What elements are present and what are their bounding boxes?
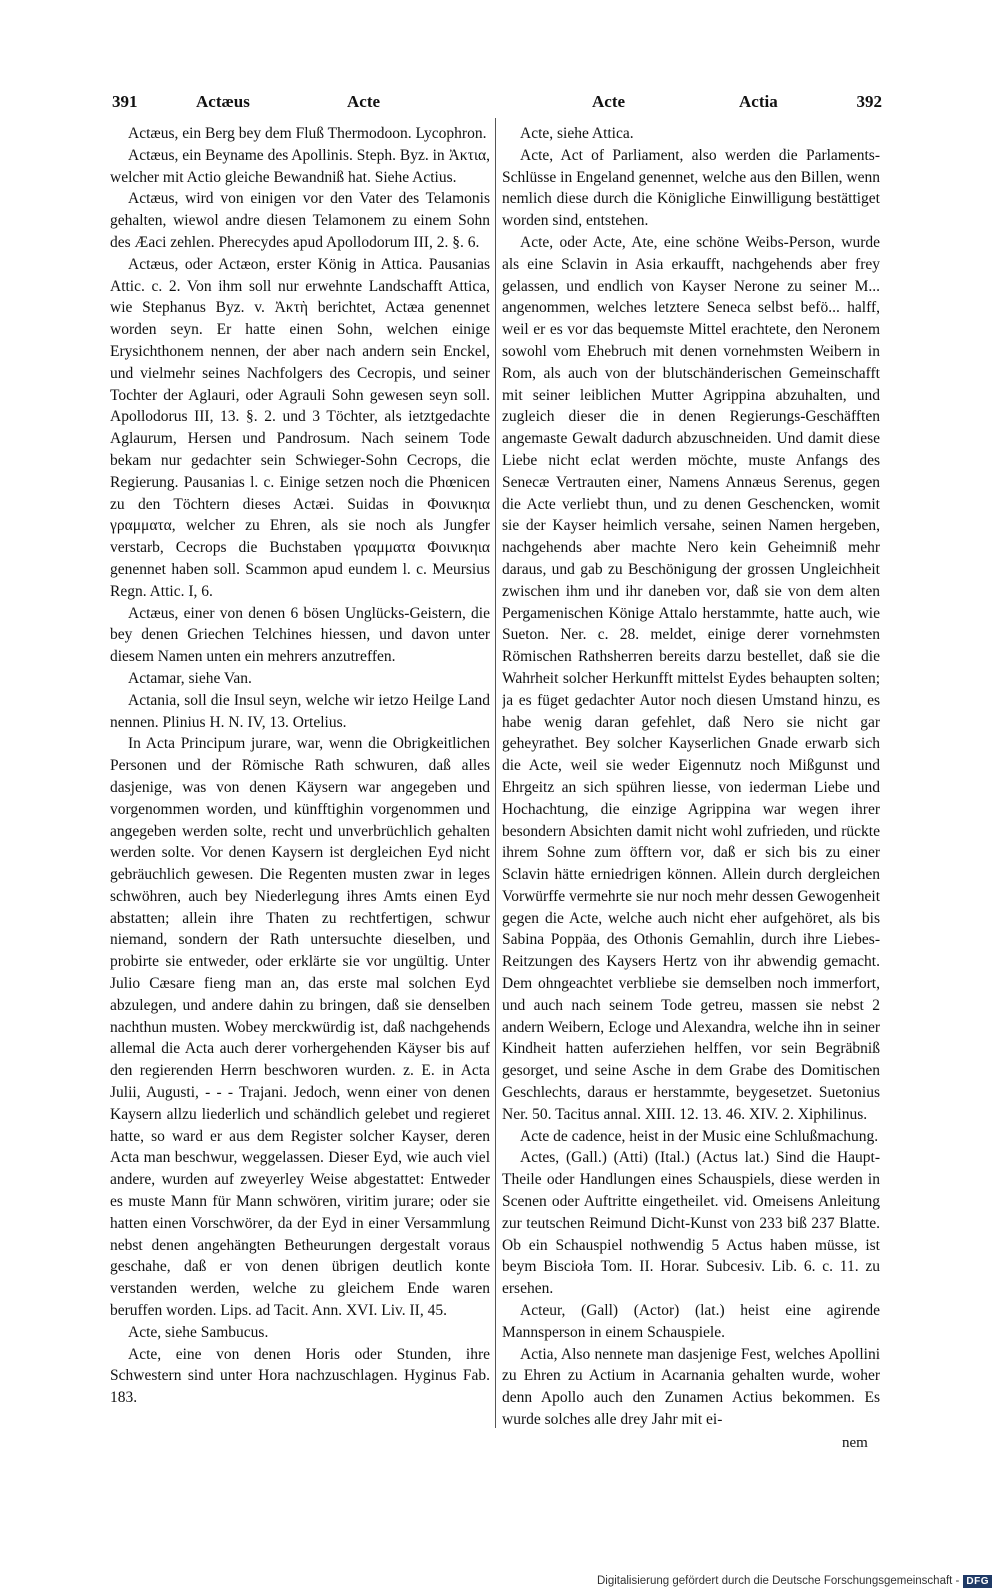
header-right-word-2: Actia bbox=[739, 92, 778, 111]
left-column bbox=[110, 123, 490, 1438]
entry-actaeus-beyname: Actæus, ein Beyname des Apollinis. Steph. Byz. in Ἀκτια, welcher mit Actio gleiche Bewandniß hat. Siehe Actius. bbox=[110, 146, 490, 186]
footer-text: Digitalisierung gefördert durch die Deutsche Forschungsgemeinschaft - bbox=[596, 1575, 960, 1587]
entry-acte-attica: Acte, siehe Attica. bbox=[520, 125, 634, 142]
header-left-word-2: Acte bbox=[347, 92, 381, 111]
entry-acte-sambucus: Acte, siehe Sambucus. bbox=[128, 1323, 269, 1341]
entry-actes: Actes, (Gall.) (Atti) (Ital.) (Actus lat.) Sind die Haupt-Theile oder Handlungen eines Schauspiels, diese werden in Scenen oder Auftritte eingetheilet. vid. Omeisens Anleitung zur teutschen Reimund Dicht-Kunst von 233 biß 237 Blatte. Ob ein Schauspiel nothwendig 5 Actus haben müsse, ist beym Biscioła Tom. II. Horar. Subcesiv. Lib. 6. c. 11. zu ersehen. bbox=[502, 1149, 880, 1298]
entry-acte-horis: Acte, eine von denen Horis oder Stunden, ihre Schwestern sind unter Hora nachzuschlagen. Hyginus Fab. 183. bbox=[110, 1345, 490, 1407]
digitization-footer bbox=[597, 1572, 992, 1590]
column-divider bbox=[495, 118, 496, 1428]
entry-actaeus-telchines: Actæus, einer von denen 6 bösen Unglücks-Geistern, die bey denen Griechen Telchines hiessen, und davon unter diesem Namen unten ein mehrers anzutreffen. bbox=[110, 604, 490, 666]
right-column bbox=[502, 123, 880, 1438]
page-number-left: 391 bbox=[112, 92, 138, 111]
entry-acta-principum: In Acta Principum jurare, war, wenn die Obrigkeitlichen Personen und der Römische Rath schwuren, daß alles dasjenige, was von denen Käysern war angegeben und vorgenommen worden, und künfftighin vorgenommen und angegeben werden solte, recht und unverbrüchlich gehalten werden solte. Vor denen Kaysern ist dergleichen Eyd nicht gebräuchlich gewesen. Die Regenten musten zwar in leges schwöhren, auch bey Niederlegung ihres Amts einen Eyd abstatten; allein ihre Thaten zu rechtfertigen, schwur niemand, sondern der Rath untersuchte dieselben, und probirte sie entweder, oder erklärte sie vor ungültig. Unter Julio Cæsare fieng man an, das erste mal solchen Eyd abzulegen, und andere dahin zu bringen, daß sie denselben nachthun musten. Wobey merckwürdig ist, daß nachgehends allemal die Acta auch derer vorhergehenden Käyser bis auf den regierenden Herrn beschworen wurden. z. E. in Acta Julii, Augusti, - - - Trajani. Jedoch, wenn einer von denen Kaysern allzu liederlich und schändlich gelebet und regieret hatte, so ward er aus dem Register solcher Kayser, deren Acta man beschwur, weggelassen. Dieser Eyd, wie auch viel andere, wurden auf zweyerley Weise abgestattet: Entweder es muste Mann für Mann schwören, viritim jurare; oder sie hatten einen Vorschwörer, da der Eyd in einer Versammlung nebst denen angehängten Betheurungen dergestalt voraus geschahe, daß er von denen übrigen deutlich konte verstanden werden, welche zu gleichem Ende waren beruffen worden. Lips. ad Tacit. Ann. XVI. Liv. II, 45. bbox=[110, 735, 490, 1320]
entry-act-of-parliament: Acte, Act of Parliament, also werden die Parlaments-Schlüsse in Engeland genennet, welche aus den Billen, wenn nemlich diese durch die Königliche Einwilligung bestättiget worden sind, entstehen. bbox=[502, 146, 880, 230]
entry-acte-weibsperson: Acte, oder Acte, Ate, eine schöne Weibs-Person, wurde als eine Sclavin in Asia erkaufft, nachgehends aber frey gelassen, und endlich von Kayser Nerone zu seiner M... angenommen, welches letztere Seneca selbst befö... halff, weil er es vor das bequemste Mittel erachtete, den Neronem sowohl vom Ehebruch mit denen vornehmsten Weibern in Rom, als auch von der blutschänderischen Gemeinschafft mit seiner leiblichen Mutter Agrippina abzuhalten, und zugleich dieser die in denen Regierungs-Geschäfften angemaste Gewalt dadurch abzuschneiden. Und damit diese Liebe nicht eclat werden möchte, muste Anfangs des Senecæ Vertrauten einer, Namens Annæus Serenus, gegen die Acte verliebt thun, und zu denen Geschencken, womit sie der Kayser heimlich versahe, seinen Namen hergeben, nachgehends aber machte Nero kein Geheimniß mehr daraus, und gab zu Beschönigung der grossen Ungleichheit zwischen ihm und ihr daneben vor, daß sie von dem alten Pergamenischen Könige Attalo herstammte, hatte auch, wie Sueton. Ner. c. 28. meldet, einige derer vornehmsten Römischen Rathsherren bereits darzu bestellet, daß sie die Wahrheit solcher Herkunfft mittelst Eydes behaupten solten; ja es füget gedachter Autor noch diesen Umstand hinzu, es habe wenig daran gefehlet, daß Nero sie nicht gar geheyrathet. Bey solcher Kayserlichen Gnade erwarb sich die Acte, weil sie weder Eigennutz noch Mißgunst und Ehrgeitz an sich spühren liesse, von iederman Liebe und Hochachtung, die einzige Agrippina war wegen ihrer besondern Absichten damit nicht wohl zufrieden, und rückte ihrem Sohne zum öfftern vor, daß er sich bis zu einer Sclavin hätte erniedrigen können. Allein durch dergleichen Vorwürffe vermehrte sie nur noch mehr dessen Gewogenheit gegen die Acte, welche auch nicht eher aufgehöret, als bis Sabina Poppäa, des Othonis Gemahlin, durch ihre Liebes-Reitzungen des Kaysers Hertz von ihr abwendig gemacht. Dem ohngeachtet verbliebe sie demselben noch immerfort, und auch nach seinem Tode getreu, massen sie nebst 2 andern Weibern, Ecloge und Alexandra, welche ihn in seiner Kindheit hatten auferziehen helffen, vor sein Begräbniß gesorget, und seine Asche in dem Grabe des Domitischen Geschlechts, daraus er herstammte, beygesetzet. Suetonius Ner. 50. Tacitus annal. XIII. 12. 13. 46. XIV. 2. Xiphilinus. bbox=[502, 233, 880, 1123]
entry-actaeus-berg: Actæus, ein Berg bey dem Fluß Thermodoon. Lycophron. bbox=[128, 125, 487, 142]
entry-acte-de-cadence: Acte de cadence, heist in der Music eine Schlußmachung. bbox=[520, 1127, 879, 1145]
entry-actaeus-telamon: Actæus, wird von einigen vor den Vater des Telamonis gehalten, wiewol andre diesen Telamonem zu einem Sohn des Æaci zehlen. Pherecydes apud Apollodorum III, 2. §. 6. bbox=[110, 190, 490, 251]
entry-acteur: Acteur, (Gall) (Actor) (lat.) heist eine agirende Mannsperson in einem Schauspiele. bbox=[502, 1302, 880, 1341]
entry-actania: Actania, soll die Insul seyn, welche wir ietzo Heilge Land nennen. Plinius H. N. IV, 13. Ortelius. bbox=[110, 691, 490, 731]
dfg-logo-icon: DFG bbox=[963, 1575, 992, 1588]
entry-actia: Actia, Also nennete man dasjenige Fest, welches Apollini zu Ehren zu Actium in Acarnania gehalten wurde, woher denn Apollo auch den Zunamen Actius bekommen. Es wurde solches alle drey Jahr mit ei- bbox=[502, 1345, 880, 1429]
header-left-word-1: Actæus bbox=[196, 92, 250, 111]
page-number-right: 392 bbox=[856, 92, 882, 111]
entry-actaeus-koenig: Actæus, oder Actæon, erster König in Attica. Pausanias Attic. c. 2. Von ihm soll nur erwehnte Landschafft Attica, wie Stephanus Byz. v. Ἀκτὴ berichtet, Actæa genennet worden seyn. Er hatte einen Sohn, welchen einige Erysichthonem nennen, der aber nach andern sein Enckel, und vielmehr seines Nachfolgers des Cecropis, und seiner Tochter der Aglauri, oder Agrauli Sohn gewesen seyn soll. Apollodorus III, 13. §. 2. und 3 Töchter, als ietztgedachte Aglaurum, Hersen und Pandrosum. Nach seinem Tode bekam nur gedachter sein Schwieger-Sohn Cecrops, die Regierung. Pausanias l. c. Einige setzen noch die Phœnicen zu den Töchtern dieses Actæi. Suidas in Φοινικηια γραμματα, welcher zu Ehren, als sie noch als Jungfer verstarb, Cecrops die Buchstaben γραμματα Φοινικηια genennet haben soll. Scammon apud eundem l. c. Meursius Regn. Attic. I, 6. bbox=[110, 255, 490, 600]
catchword: nem bbox=[842, 1435, 868, 1451]
entry-actamar: Actamar, siehe Van. bbox=[128, 669, 252, 687]
running-header bbox=[112, 88, 882, 116]
header-right-word-1: Acte bbox=[592, 92, 626, 111]
